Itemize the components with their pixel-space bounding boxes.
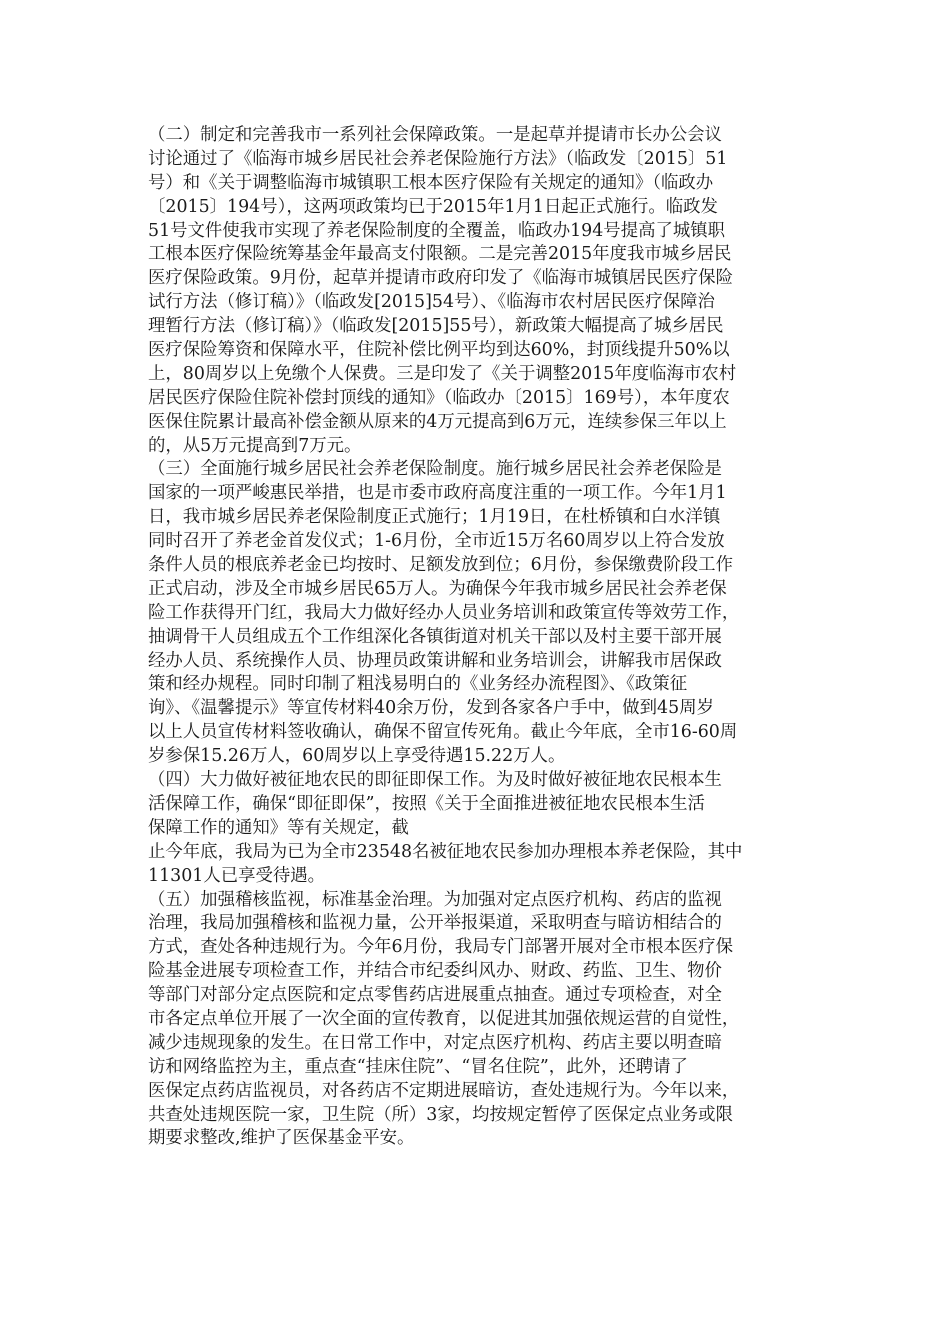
text-line: 策和经办规程。同时印制了粗浅易明白的《业务经办流程图》、《政策征 xyxy=(148,674,688,695)
text-line: 正式启动，涉及全市城乡居民65万人。为确保今年我市城乡居民社会养老保 xyxy=(148,578,727,599)
text-line: 医保住院累计最高补偿金额从原来的4万元提高到6万元，连续参保三年以上 xyxy=(148,411,727,432)
text-line: 期要求整改,维护了医保基金平安。 xyxy=(148,1128,415,1149)
document-body xyxy=(148,124,808,1151)
text-line: 51号文件使我市实现了养老保险制度的全覆盖，临政办194号提高了城镇职 xyxy=(148,220,726,241)
text-line: 国家的一项严峻惠民举措，也是市委市政府高度注重的一项工作。今年1月1 xyxy=(148,483,727,504)
text-line: 访和网络监控为主，重点查“挂床住院”、“冒名住院”，此外，还聘请了 xyxy=(148,1056,688,1077)
text-line: 居民医疗保险住院补偿封顶线的通知》（临政办〔2015〕169号），本年度农 xyxy=(148,387,730,408)
text-line: 以上人员宣传材料签收确认，确保不留宣传死角。截止今年底，全市16-60周 xyxy=(148,722,738,743)
text-line: 日，我市城乡居民养老保险制度正式施行；1月19日，在杜桥镇和白水洋镇 xyxy=(148,507,721,528)
text-line: （二）制定和完善我市一系列社会保障政策。一是起草并提请市长办公会议 xyxy=(148,125,722,145)
text-line: 〔2015〕194号），这两项政策均已于2015年1月1日起正式施行。临政发 xyxy=(148,196,718,217)
text-line: 市各定点单位开展了一次全面的宣传教育，以促进其加强依规运营的自觉性， xyxy=(148,1008,740,1029)
text-line: 方式，查处各种违规行为。今年6月份，我局专门部署开展对全市根本医疗保 xyxy=(148,937,733,958)
text-line: 抽调骨干人员组成五个工作组深化各镇街道对机关干部以及村主要干部开展 xyxy=(148,626,722,647)
text-line: 医疗保险政策。9月份，起草并提请市政府印发了《临海市城镇居民医疗保险 xyxy=(148,268,733,289)
text-line: 治理，我局加强稽核和监视力量，公开举报渠道，采取明查与暗访相结合的 xyxy=(148,913,722,934)
text-line: 讨论通过了《临海市城乡居民社会养老保险施行方法》（临政发〔2015〕51 xyxy=(148,148,728,169)
text-line: 医保定点药店监视员，对各药店不定期进展暗访，查处违规行为。今年以来， xyxy=(148,1080,740,1101)
text-line: 11301人已享受待遇。 xyxy=(148,865,326,886)
text-line: （四）大力做好被征地农民的即征即保工作。为及时做好被征地农民根本生 xyxy=(148,770,722,791)
text-line: 等部门对部分定点医院和定点零售药店进展重点抽查。通过专项检查，对全 xyxy=(148,985,722,1006)
text-line: 险工作获得开门红，我局大力做好经办人员业务培训和政策宣传等效劳工作， xyxy=(148,602,740,623)
text-line: 险基金进展专项检查工作，并结合市纪委纠风办、财政、药监、卫生、物价 xyxy=(148,961,722,982)
text-line: 共查处违规医院一家，卫生院（所）3家，均按规定暂停了医保定点业务或限 xyxy=(148,1104,733,1125)
text-line: 活保障工作，确保“即征即保”，按照《关于全面推进被征地农民根本生活 xyxy=(148,793,705,814)
text-line: （五）加强稽核监视，标准基金治理。为加强对定点医疗机构、药店的监视 xyxy=(148,889,722,910)
text-line: （三）全面施行城乡居民社会养老保险制度。施行城乡居民社会养老保险是 xyxy=(148,459,722,480)
text-line: 号）和《关于调整临海市城镇职工根本医疗保险有关规定的通知》（临政办 xyxy=(148,172,714,193)
text-line: 询》、《温馨提示》等宣传材料40余万份，发到各家各户手中，做到45周岁 xyxy=(148,698,714,719)
text-line: 保障工作的通知》等有关规定，截 xyxy=(148,817,409,838)
text-line: 止今年底，我局为已为全市23548名被征地农民参加办理根本养老保险，其中 xyxy=(148,841,743,862)
text-line: 上，80周岁以上免缴个人保费。三是印发了《关于调整2015年度临海市农村 xyxy=(148,363,737,384)
text-line: 岁参保15.26万人，60周岁以上享受待遇15.22万人。 xyxy=(148,746,566,767)
text-line: 减少违规现象的发生。在日常工作中，对定点医疗机构、药店主要以明查暗 xyxy=(148,1032,722,1053)
text-line: 条件人员的根底养老金已均按时、足额发放到位；6月份，参保缴费阶段工作 xyxy=(148,555,733,576)
text-line: 经办人员、系统操作人员、协理员政策讲解和业务培训会，讲解我市居保政 xyxy=(148,650,722,671)
text-line: 试行方法（修订稿）》（临政发[2015]54号）、《临海市农村居民医疗保障治 xyxy=(148,292,715,313)
text-line: 工根本医疗保险统筹基金年最高支付限额。二是完善2015年度我市城乡居民 xyxy=(148,244,732,265)
text-line: 的，从5万元提高到7万元。 xyxy=(148,435,362,456)
text-line: 理暂行方法（修订稿）》（临政发[2015]55号），新政策大幅提高了城乡居民 xyxy=(148,316,724,337)
text-line: 同时召开了养老金首发仪式；1-6月份，全市近15万名60周岁以上符合发放 xyxy=(148,531,725,552)
text-line: 医疗保险筹资和保障水平，住院补偿比例平均到达60%，封顶线提升50%以 xyxy=(148,340,730,361)
